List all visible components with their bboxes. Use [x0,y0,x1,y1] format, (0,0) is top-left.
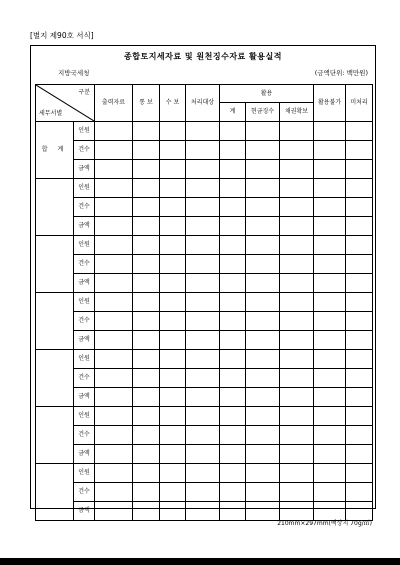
office-name-cell[interactable] [36,236,74,293]
value-cell[interactable] [220,464,246,483]
value-cell[interactable] [346,312,373,331]
value-cell[interactable] [280,217,314,236]
value-cell[interactable] [160,388,186,407]
value-cell[interactable] [220,445,246,464]
row-label-persons: 인원 [74,122,95,141]
total-group-label: 합 계 [36,122,74,179]
value-cell[interactable] [186,217,220,236]
value-cell[interactable] [314,331,346,350]
form-title: 종합토지세자료 및 원천징수자료 활용실적 [124,52,282,61]
value-cell[interactable] [346,274,373,293]
table-row [36,407,373,426]
value-cell[interactable] [220,369,246,388]
table-body [36,122,373,521]
value-cell[interactable] [220,217,246,236]
value-cell[interactable] [133,274,160,293]
value-cell[interactable] [246,445,280,464]
value-cell[interactable] [186,350,220,369]
row-label-amount: 금액 [74,274,95,293]
table-row [36,445,373,464]
row-label-cases: 건수 [74,312,95,331]
value-cell[interactable] [95,217,133,236]
value-cell[interactable] [160,122,186,141]
value-cell[interactable] [95,464,133,483]
value-cell[interactable] [95,293,133,312]
value-cell[interactable] [314,122,346,141]
row-label-amount: 금액 [74,388,95,407]
value-cell[interactable] [186,445,220,464]
value-cell[interactable] [346,407,373,426]
value-cell[interactable] [246,122,280,141]
value-cell[interactable] [314,407,346,426]
value-cell[interactable] [186,122,220,141]
value-cell[interactable] [280,255,314,274]
table-row [36,464,373,483]
value-cell[interactable] [346,445,373,464]
value-cell[interactable] [133,160,160,179]
value-cell[interactable] [133,464,160,483]
value-cell[interactable] [314,388,346,407]
header-notify: 통 보 [133,85,160,122]
value-cell[interactable] [220,236,246,255]
table-row [36,179,373,198]
value-cell[interactable] [186,464,220,483]
value-cell[interactable] [246,293,280,312]
value-cell[interactable] [346,179,373,198]
value-cell[interactable] [314,426,346,445]
value-cell[interactable] [314,464,346,483]
value-cell[interactable] [160,255,186,274]
value-cell[interactable] [280,122,314,141]
value-cell[interactable] [220,255,246,274]
value-cell[interactable] [280,483,314,502]
header-division-label: 구분 [78,89,90,96]
value-cell[interactable] [346,198,373,217]
value-cell[interactable] [160,217,186,236]
value-cell[interactable] [160,369,186,388]
table-row [36,350,373,369]
value-cell[interactable] [133,502,160,521]
value-cell[interactable] [314,236,346,255]
value-cell[interactable] [186,179,220,198]
row-label-amount: 금액 [74,331,95,350]
value-cell[interactable] [133,369,160,388]
value-cell[interactable] [133,293,160,312]
value-cell[interactable] [220,407,246,426]
value-cell[interactable] [314,350,346,369]
office-name-cell[interactable] [36,350,74,407]
value-cell[interactable] [246,274,280,293]
value-cell[interactable] [280,331,314,350]
utilization-table [35,84,373,521]
header-office-label: 세무서별 [39,110,63,117]
value-cell[interactable] [133,236,160,255]
value-cell[interactable] [160,179,186,198]
value-cell[interactable] [160,407,186,426]
office-label: 지방국세청 [58,69,90,77]
value-cell[interactable] [280,407,314,426]
value-cell[interactable] [280,312,314,331]
row-label-cases: 건수 [74,255,95,274]
value-cell[interactable] [160,236,186,255]
value-cell[interactable] [160,483,186,502]
amount-unit-label: (금액단위: 백만원) [314,69,368,77]
value-cell[interactable] [246,483,280,502]
value-cell[interactable] [314,255,346,274]
value-cell[interactable] [280,350,314,369]
value-cell[interactable] [280,464,314,483]
value-cell[interactable] [314,274,346,293]
row-label-persons: 인원 [74,179,95,198]
value-cell[interactable] [246,255,280,274]
row-label-amount: 금액 [74,160,95,179]
value-cell[interactable] [95,407,133,426]
value-cell[interactable] [280,198,314,217]
table-row [36,160,373,179]
value-cell[interactable] [220,331,246,350]
value-cell[interactable] [95,483,133,502]
header-receive: 수 보 [160,85,186,122]
value-cell[interactable] [160,445,186,464]
table-row [36,274,373,293]
value-cell[interactable] [346,236,373,255]
value-cell[interactable] [133,331,160,350]
value-cell[interactable] [220,388,246,407]
paper-size-note: 210mm×297mm(백상지 70g/㎡) [277,520,372,527]
value-cell[interactable] [314,312,346,331]
value-cell[interactable] [280,445,314,464]
value-cell[interactable] [246,464,280,483]
value-cell[interactable] [346,293,373,312]
table-row [36,217,373,236]
value-cell[interactable] [133,445,160,464]
value-cell[interactable] [133,179,160,198]
value-cell[interactable] [186,369,220,388]
header-cash-collection: 현금징수 [246,103,280,122]
row-label-amount: 금액 [74,445,95,464]
value-cell[interactable] [314,217,346,236]
table-row [36,483,373,502]
value-cell[interactable] [186,388,220,407]
value-cell[interactable] [95,236,133,255]
value-cell[interactable] [314,160,346,179]
value-cell[interactable] [186,407,220,426]
value-cell[interactable] [280,236,314,255]
header-corner [36,85,95,122]
value-cell[interactable] [95,198,133,217]
value-cell[interactable] [160,464,186,483]
value-cell[interactable] [220,502,246,521]
row-label-amount: 금액 [74,217,95,236]
value-cell[interactable] [346,388,373,407]
header-bond-security: 채권확보 [280,103,314,122]
value-cell[interactable] [95,179,133,198]
value-cell[interactable] [220,483,246,502]
row-label-amount: 금액 [74,502,95,521]
value-cell[interactable] [346,255,373,274]
row-label-cases: 건수 [74,141,95,160]
value-cell[interactable] [246,350,280,369]
value-cell[interactable] [160,141,186,160]
header-processing-target: 처리대상 [186,85,220,122]
table-row [36,122,373,141]
value-cell[interactable] [314,293,346,312]
value-cell[interactable] [133,217,160,236]
value-cell[interactable] [95,445,133,464]
header-output-data: 출력자료 [95,85,133,122]
value-cell[interactable] [95,312,133,331]
row-label-persons: 인원 [74,407,95,426]
value-cell[interactable] [186,255,220,274]
value-cell[interactable] [314,141,346,160]
value-cell[interactable] [280,369,314,388]
value-cell[interactable] [133,141,160,160]
value-cell[interactable] [346,141,373,160]
table-row [36,331,373,350]
office-name-cell[interactable] [36,407,74,464]
form-frame [30,45,376,514]
value-cell[interactable] [95,426,133,445]
header-unprocessed: 미처리 [346,85,373,122]
value-cell[interactable] [280,293,314,312]
value-cell[interactable] [280,388,314,407]
value-cell[interactable] [314,369,346,388]
bottom-border-bar [0,558,400,565]
value-cell[interactable] [186,274,220,293]
value-cell[interactable] [246,388,280,407]
value-cell[interactable] [220,312,246,331]
value-cell[interactable] [95,369,133,388]
table-row [36,388,373,407]
table-row [36,141,373,160]
value-cell[interactable] [246,369,280,388]
value-cell[interactable] [186,141,220,160]
header-not-utilizable: 활용불가 [314,85,346,122]
value-cell[interactable] [95,350,133,369]
value-cell[interactable] [246,179,280,198]
row-label-cases: 건수 [74,483,95,502]
value-cell[interactable] [346,350,373,369]
value-cell[interactable] [246,198,280,217]
value-cell[interactable] [133,312,160,331]
value-cell[interactable] [186,198,220,217]
value-cell[interactable] [95,255,133,274]
table-row [36,293,373,312]
form-number: [별지 제90호 서식] [30,31,94,40]
header-utilized: 활용 [220,85,314,103]
value-cell[interactable] [220,274,246,293]
value-cell[interactable] [220,160,246,179]
value-cell[interactable] [95,160,133,179]
table-row [36,198,373,217]
office-name-cell[interactable] [36,464,74,521]
table-row [36,426,373,445]
value-cell[interactable] [220,122,246,141]
value-cell[interactable] [160,293,186,312]
value-cell[interactable] [133,350,160,369]
value-cell[interactable] [186,236,220,255]
value-cell[interactable] [133,255,160,274]
row-label-cases: 건수 [74,369,95,388]
value-cell[interactable] [280,141,314,160]
value-cell[interactable] [280,274,314,293]
value-cell[interactable] [95,388,133,407]
value-cell[interactable] [160,312,186,331]
value-cell[interactable] [246,160,280,179]
value-cell[interactable] [246,502,280,521]
value-cell[interactable] [95,141,133,160]
table-row [36,255,373,274]
value-cell[interactable] [280,160,314,179]
value-cell[interactable] [186,426,220,445]
value-cell[interactable] [95,122,133,141]
value-cell[interactable] [160,350,186,369]
value-cell[interactable] [220,179,246,198]
value-cell[interactable] [246,141,280,160]
value-cell[interactable] [95,331,133,350]
value-cell[interactable] [160,502,186,521]
value-cell[interactable] [133,388,160,407]
table-row [36,369,373,388]
value-cell[interactable] [186,483,220,502]
value-cell[interactable] [160,198,186,217]
value-cell[interactable] [160,274,186,293]
value-cell[interactable] [314,445,346,464]
value-cell[interactable] [346,160,373,179]
value-cell[interactable] [95,502,133,521]
value-cell[interactable] [95,274,133,293]
value-cell[interactable] [160,426,186,445]
value-cell[interactable] [346,369,373,388]
row-label-cases: 건수 [74,426,95,445]
row-label-persons: 인원 [74,293,95,312]
value-cell[interactable] [186,293,220,312]
value-cell[interactable] [246,331,280,350]
value-cell[interactable] [133,122,160,141]
value-cell[interactable] [220,293,246,312]
value-cell[interactable] [346,426,373,445]
header-utilized-total: 계 [220,103,246,122]
value-cell[interactable] [346,331,373,350]
value-cell[interactable] [133,407,160,426]
value-cell[interactable] [220,426,246,445]
value-cell[interactable] [133,426,160,445]
row-label-cases: 건수 [74,198,95,217]
value-cell[interactable] [220,350,246,369]
value-cell[interactable] [314,483,346,502]
table-row [36,312,373,331]
value-cell[interactable] [160,331,186,350]
value-cell[interactable] [346,464,373,483]
value-cell[interactable] [280,426,314,445]
row-label-persons: 인원 [74,350,95,369]
value-cell[interactable] [186,160,220,179]
row-label-persons: 인원 [74,464,95,483]
value-cell[interactable] [346,483,373,502]
value-cell[interactable] [186,502,220,521]
value-cell[interactable] [186,331,220,350]
value-cell[interactable] [346,122,373,141]
value-cell[interactable] [246,236,280,255]
office-name-cell[interactable] [36,179,74,236]
value-cell[interactable] [220,198,246,217]
value-cell[interactable] [246,217,280,236]
office-name-cell[interactable] [36,293,74,350]
table-row [36,236,373,255]
value-cell[interactable] [186,312,220,331]
value-cell[interactable] [246,426,280,445]
value-cell[interactable] [220,141,246,160]
value-cell[interactable] [133,483,160,502]
value-cell[interactable] [346,217,373,236]
value-cell[interactable] [246,407,280,426]
value-cell[interactable] [314,198,346,217]
row-label-persons: 인원 [74,236,95,255]
value-cell[interactable] [133,198,160,217]
value-cell[interactable] [246,312,280,331]
value-cell[interactable] [160,160,186,179]
value-cell[interactable] [314,179,346,198]
value-cell[interactable] [280,179,314,198]
